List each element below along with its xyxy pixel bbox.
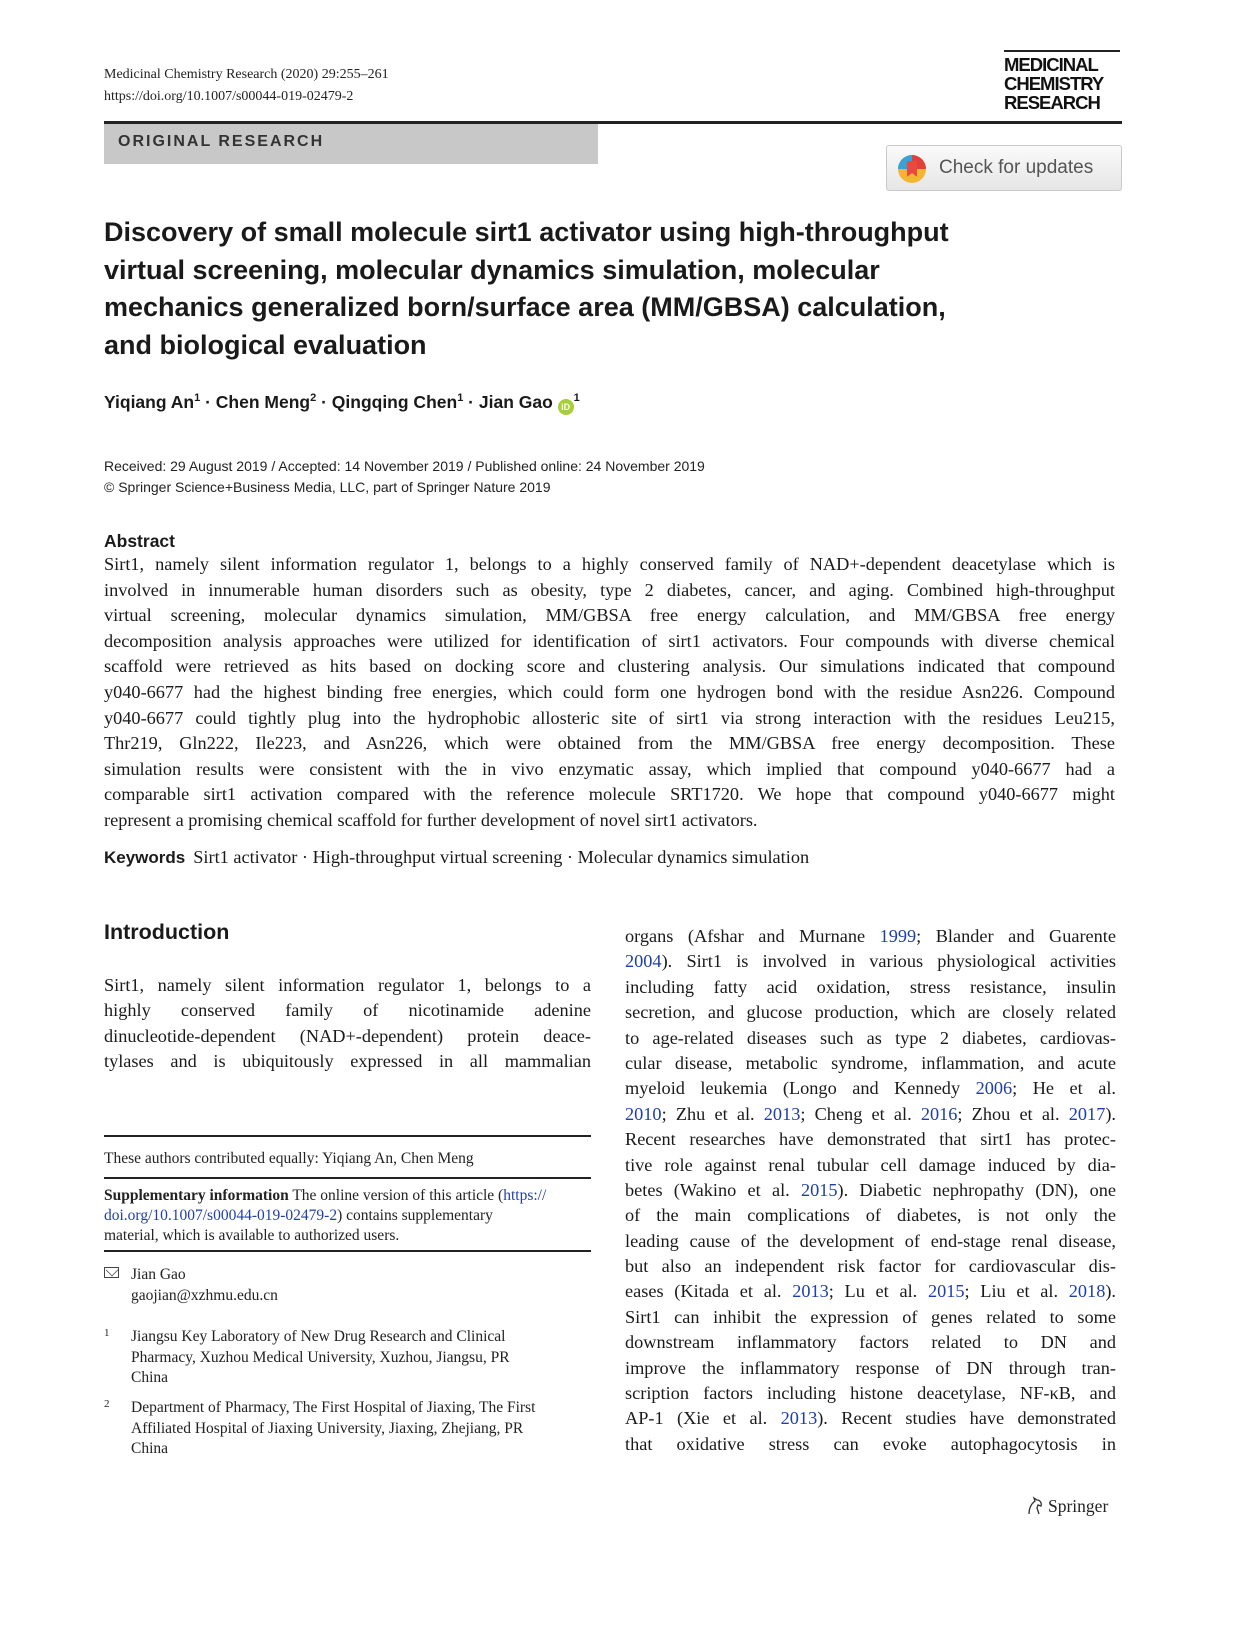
author-list — [104, 392, 580, 415]
abstract-body — [104, 552, 1115, 834]
author-name[interactable]: Jian Gao — [478, 392, 553, 412]
keyword: High-throughput virtual screening — [312, 847, 563, 867]
author-separator: · — [316, 392, 332, 412]
body-text: Sirt1 can inhibit the expression of genes related to some — [625, 1306, 1116, 1327]
keywords-heading: Keywords — [104, 848, 186, 867]
publisher-name: Springer — [1048, 1496, 1109, 1516]
citation-link[interactable]: 2013 — [763, 1103, 801, 1124]
logo-line: MEDICINAL — [1004, 54, 1098, 75]
logo-line: CHEMISTRY — [1004, 73, 1104, 94]
abstract-line: virtual screening, molecular dynamics simulation, MM/GBSA free energy calculation, and MM/GBSA free energy — [104, 605, 1115, 626]
body-text: of the main complications of diabetes, is not only the — [625, 1205, 1116, 1226]
body-text: ; Cheng et al. — [800, 1103, 921, 1124]
corresponding-author — [104, 1264, 278, 1306]
citation-link[interactable]: 2006 — [975, 1078, 1013, 1099]
body-line — [625, 1076, 1116, 1101]
author-name[interactable]: Yiqiang An — [104, 392, 195, 412]
body-text: ; Zhu et al. — [661, 1103, 764, 1124]
body-text: downstream inflammatory factors related to DN and — [625, 1332, 1116, 1353]
body-line — [625, 1330, 1116, 1355]
corr-email[interactable]: gaojian@xzhmu.edu.cn — [131, 1287, 278, 1304]
springer-horse-icon — [1026, 1496, 1044, 1516]
title-line: mechanics generalized born/surface area (MM/GBSA) calculation, — [104, 292, 946, 322]
introduction-heading: Introduction — [104, 920, 230, 944]
affiliation-number: 2 — [104, 1398, 110, 1410]
journal-logo — [1004, 50, 1120, 112]
body-text: ; Blander and Guarente — [916, 926, 1116, 946]
abstract-line: comparable sirt1 activation compared with the reference molecule SRT1720. We hope that compound y040-6677 might — [104, 784, 1115, 805]
section-band — [104, 124, 598, 164]
citation-link[interactable]: 2017 — [1068, 1103, 1106, 1124]
body-text: organs (Afshar and Murnane — [625, 926, 880, 946]
supp-line — [104, 1186, 591, 1206]
body-text: secretion, and glucose production, which are closely related — [625, 1002, 1116, 1023]
author-affiliation: 1 — [573, 392, 580, 405]
body-text: ; He et al. — [1012, 1078, 1116, 1099]
citation-link[interactable]: 1999 — [879, 926, 917, 946]
body-text: eases (Kitada et al. — [625, 1281, 793, 1302]
citation-link[interactable]: 2013 — [780, 1408, 818, 1429]
right-column-text — [625, 924, 1116, 1457]
publisher-footer — [1026, 1496, 1108, 1517]
body-text: ). Sirt1 is involved in various physiological activities — [661, 951, 1116, 972]
author-affiliation: 1 — [457, 392, 464, 405]
abstract-line: decomposition analysis approaches were utilized for identification of sirt1 activators. Four compounds with diverse chemical — [104, 630, 1115, 651]
doi-link[interactable]: https://doi.org/10.1007/s00044-019-02479-2 — [104, 89, 354, 104]
body-line: Sirt1, namely silent information regulator 1, belongs to a — [104, 975, 591, 995]
supp-line — [104, 1206, 591, 1226]
supp-heading: Supplementary information — [104, 1187, 289, 1204]
author-name[interactable]: Qingqing Chen — [331, 392, 458, 412]
supp-text: ) contains supplementary — [337, 1207, 493, 1224]
affiliation-line: Affiliated Hospital of Jiaxing University, Jiaxing, Zhejiang, PR — [131, 1419, 524, 1437]
body-text: cular disease, metabolic syndrome, inflammation, and acute — [625, 1052, 1116, 1073]
footnote-rule — [104, 1177, 591, 1179]
citation-link[interactable]: 2010 — [625, 1103, 662, 1124]
body-text: ). Diabetic nephropathy (DN), one — [837, 1179, 1116, 1200]
abstract-line: scaffold were retrieved as hits based on docking score and clustering analysis. Our simulations indicated that compound — [104, 656, 1115, 677]
body-text: ; Lu et al. — [828, 1281, 928, 1302]
crossmark-icon — [897, 154, 927, 184]
body-line: tylases and is ubiquitously expressed in all mammalian — [104, 1051, 591, 1072]
citation-link[interactable]: 2015 — [927, 1281, 965, 1302]
citation-link[interactable]: 2016 — [920, 1103, 958, 1124]
abstract-line: simulation results were consistent with the in vivo enzymatic assay, which implied that compound y040-6677 had a — [104, 758, 1115, 779]
author-separator: · — [200, 392, 216, 412]
body-text: tive role against renal tubular cell damage induced by dia- — [625, 1154, 1116, 1175]
check-for-updates-label: Check for updates — [939, 157, 1094, 178]
body-text: improve the inflammatory response of DN through tran- — [625, 1357, 1116, 1378]
title-line: and biological evaluation — [104, 329, 427, 360]
equal-contribution-note: These authors contributed equally: Yiqiang An, Chen Meng — [104, 1150, 474, 1167]
body-text: to age-related diseases such as type 2 diabetes, cardiovas- — [625, 1027, 1116, 1048]
abstract-line: involved in innumerable human disorders such as obesity, type 2 diabetes, cancer, and aging. Combined high-throughput — [104, 579, 1115, 600]
author-separator: · — [463, 392, 479, 412]
body-line — [625, 1432, 1116, 1457]
affiliation-line: Department of Pharmacy, The First Hospital of Jiaxing, The First — [131, 1399, 536, 1416]
body-text: ). Recent studies have demonstrated — [817, 1408, 1116, 1429]
journal-citation: Medicinal Chemistry Research (2020) 29:255–261 — [104, 67, 389, 82]
body-line — [625, 1356, 1116, 1381]
title-line: virtual screening, molecular dynamics simulation, molecular — [104, 254, 880, 285]
abstract-line: y040-6677 had the highest binding free energies, which could form one hydrogen bond with the residue Asn226. Compound — [104, 681, 1115, 702]
supp-line: material, which is available to authorized users. — [104, 1227, 400, 1244]
body-text: ; Zhou et al. — [957, 1103, 1069, 1124]
orcid-icon[interactable]: iD — [558, 399, 574, 415]
supp-link[interactable]: doi.org/10.1007/s00044-019-02479-2 — [104, 1207, 338, 1224]
body-line: highly conserved family of nicotinamide adenine — [104, 1000, 591, 1021]
abstract-line: represent a promising chemical scaffold for further development of novel sirt1 activators. — [104, 809, 758, 830]
footnote-rule — [104, 1135, 591, 1137]
abstract-heading: Abstract — [104, 531, 175, 551]
citation-link[interactable]: 2015 — [800, 1179, 838, 1200]
affiliation-1 — [104, 1327, 591, 1389]
journal-reference — [104, 64, 389, 108]
body-text: ). — [1105, 1103, 1116, 1124]
body-text: Recent researches have demonstrated that sirt1 has protec- — [625, 1129, 1116, 1150]
body-line — [625, 1254, 1116, 1279]
body-line — [625, 1102, 1116, 1127]
body-line — [625, 1229, 1116, 1254]
body-text: AP-1 (Xie et al. — [625, 1408, 781, 1429]
abstract-line: Sirt1, namely silent information regulator 1, belongs to a highly conserved family of NAD+-dependent deacetylase which is — [104, 554, 1115, 574]
keyword: Sirt1 activator — [193, 847, 298, 867]
body-line — [625, 1051, 1116, 1076]
body-line — [625, 949, 1116, 974]
body-line — [625, 1153, 1116, 1178]
check-for-updates-button[interactable] — [886, 145, 1122, 191]
body-line — [625, 1026, 1116, 1051]
body-text: that oxidative stress can evoke autophagocytosis in — [625, 1433, 1116, 1454]
affiliation-2 — [104, 1398, 591, 1460]
footnote-rule — [104, 1250, 591, 1252]
supplementary-note — [104, 1186, 591, 1246]
dates-line: Received: 29 August 2019 / Accepted: 14 November 2019 / Published online: 24 November 2019 — [104, 458, 705, 474]
body-line — [625, 924, 1116, 949]
affiliation-line: Pharmacy, Xuzhou Medical University, Xuzhou, Jiangsu, PR — [131, 1348, 510, 1366]
affiliation-line: China — [131, 1440, 169, 1457]
title-line: Discovery of small molecule sirt1 activator using high-throughput — [104, 217, 949, 247]
body-text: ; Liu et al. — [964, 1281, 1069, 1302]
citation-link[interactable]: 2004 — [625, 951, 662, 972]
left-column-text — [104, 973, 591, 1075]
body-text: scription factors including histone deacetylase, NF-κB, and — [625, 1383, 1116, 1404]
body-line — [625, 1305, 1116, 1330]
body-text: ). — [1105, 1281, 1116, 1302]
body-line — [625, 1406, 1116, 1431]
corr-name: Jian Gao — [131, 1266, 186, 1283]
logo-line: RESEARCH — [1004, 92, 1100, 113]
affiliation-line: Jiangsu Key Laboratory of New Drug Research and Clinical — [131, 1328, 506, 1345]
body-line — [625, 1000, 1116, 1025]
body-line — [625, 1178, 1116, 1203]
body-line — [625, 1127, 1116, 1152]
body-text: leading cause of the development of end-stage renal disease, — [625, 1230, 1116, 1251]
body-text: betes (Wakino et al. — [625, 1179, 801, 1200]
body-line — [625, 975, 1116, 1000]
supp-text: The online version of this article ( — [288, 1187, 504, 1204]
abstract-line: y040-6677 could tightly plug into the hydrophobic allosteric site of sirt1 via strong interaction with the residues Leu215, — [104, 707, 1115, 728]
body-line — [625, 1279, 1116, 1304]
supp-link[interactable]: https:// — [503, 1187, 547, 1204]
affiliation-line: China — [131, 1369, 169, 1386]
citation-link[interactable]: 2013 — [792, 1281, 829, 1302]
author-name[interactable]: Chen Meng — [215, 392, 311, 412]
author-affiliation: 2 — [310, 392, 317, 405]
body-text: including fatty acid oxidation, stress resistance, insulin — [625, 976, 1116, 997]
publication-dates — [104, 456, 705, 498]
author-affiliation: 1 — [194, 392, 201, 405]
abstract-line: Thr219, Gln222, Ile223, and Asn226, which were obtained from the MM/GBSA free energy decomposition. These — [104, 733, 1115, 754]
body-line: dinucleotide-dependent (NAD+-dependent) protein deace- — [104, 1025, 591, 1046]
body-line — [625, 1203, 1116, 1228]
keyword: Molecular dynamics simulation — [577, 847, 810, 867]
affiliation-number: 1 — [104, 1327, 110, 1339]
keywords: Keywords Sirt1 activator · High-throughput virtual screening · Molecular dynamics simulation — [104, 847, 810, 867]
section-label: ORIGINAL RESEARCH — [118, 133, 325, 150]
article-title — [104, 214, 1104, 364]
copyright-line: © Springer Science+Business Media, LLC, part of Springer Nature 2019 — [104, 479, 551, 495]
body-text: but also an independent risk factor for cardiovascular dis- — [625, 1256, 1116, 1277]
citation-link[interactable]: 2018 — [1068, 1281, 1106, 1302]
envelope-icon — [104, 1267, 119, 1278]
body-text: myeloid leukemia (Longo and Kennedy — [625, 1078, 976, 1099]
body-line — [625, 1381, 1116, 1406]
